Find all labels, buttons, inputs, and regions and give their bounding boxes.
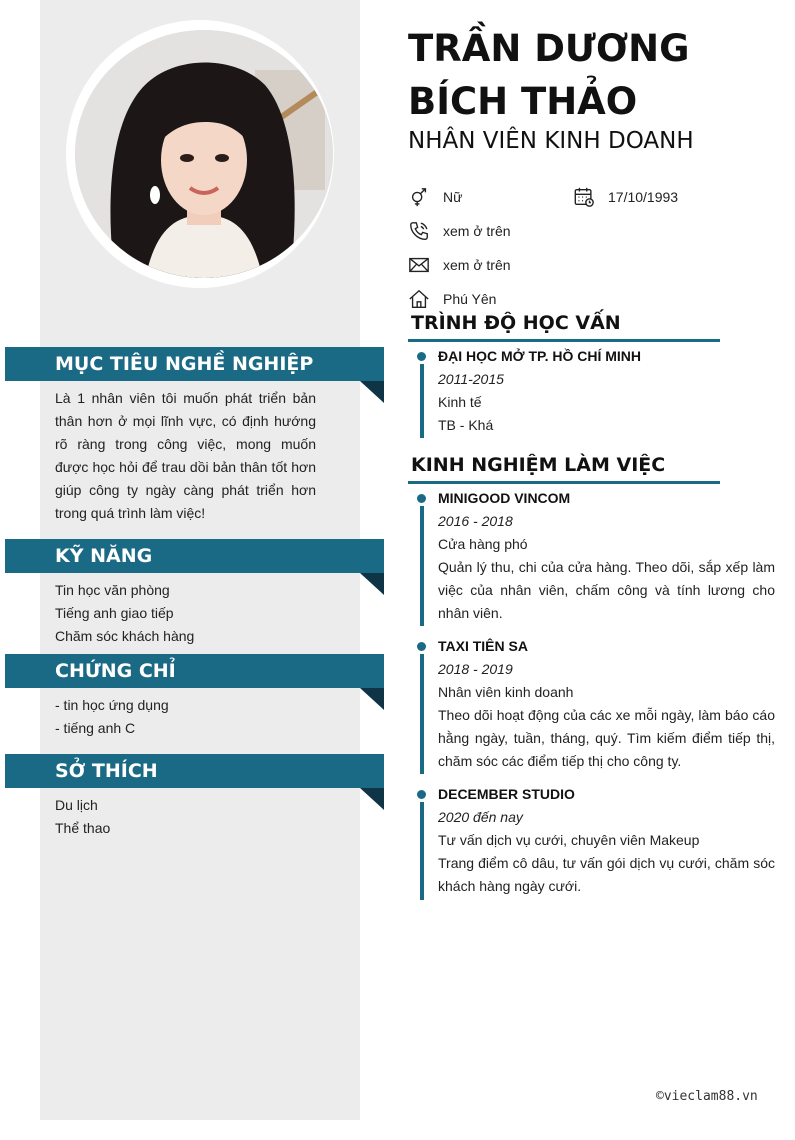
experience-entry bbox=[438, 635, 775, 773]
experience-timeline-line bbox=[420, 802, 424, 900]
experience-heading-rule bbox=[408, 481, 720, 484]
hobby-item: Du lịch bbox=[55, 797, 98, 813]
skills-heading-fold bbox=[360, 573, 384, 595]
experience-position: Nhân viên kinh doanh bbox=[438, 684, 574, 700]
education-entry bbox=[438, 345, 775, 437]
education-heading: TRÌNH ĐỘ HỌC VẤN bbox=[411, 312, 621, 334]
phone-value: xem ở trên bbox=[443, 223, 511, 239]
home-icon bbox=[408, 288, 430, 310]
company-name: DECEMBER STUDIO bbox=[438, 786, 575, 802]
skill-item: Tiếng anh giao tiếp bbox=[55, 605, 174, 621]
candidate-role: NHÂN VIÊN KINH DOANH bbox=[408, 128, 694, 154]
candidate-name: TRẦN DƯƠNG BÍCH THẢO bbox=[408, 27, 690, 123]
footer-credit: ©vieclam88.vn bbox=[656, 1089, 758, 1104]
certificate-item: - tiếng anh C bbox=[55, 720, 136, 736]
avatar bbox=[75, 30, 333, 278]
education-timeline-dot bbox=[417, 352, 426, 361]
education-timeline-line bbox=[420, 364, 424, 438]
experience-period: 2020 đến nay bbox=[438, 809, 523, 825]
email-info bbox=[408, 254, 511, 276]
education-major: Kinh tế bbox=[438, 394, 482, 410]
calendar-icon bbox=[573, 186, 595, 208]
experience-timeline-line bbox=[420, 654, 424, 774]
experience-entry bbox=[438, 783, 775, 898]
experience-description: Theo dõi hoạt động của các xe mỗi ngày, làm báo cáo hằng ngày, tuần, tháng, quý. Tìm kiếm điểm tiếp thị, chăm sóc các điểm tiếp thị cho công ty. bbox=[438, 707, 775, 769]
experience-description: Trang điểm cô dâu, tư vấn gói dịch vụ cưới, chăm sóc khách hàng ngày cưới. bbox=[438, 855, 775, 894]
company-name: MINIGOOD VINCOM bbox=[438, 490, 571, 506]
hobby-item: Thể thao bbox=[55, 820, 111, 836]
certificate-item: - tin học ứng dụng bbox=[55, 697, 169, 713]
gender-info bbox=[408, 186, 462, 208]
certificates-heading-fold bbox=[360, 688, 384, 710]
experience-period: 2018 - 2019 bbox=[438, 661, 513, 677]
objective-heading-fold bbox=[360, 381, 384, 403]
gender-icon bbox=[408, 186, 430, 208]
phone-icon bbox=[408, 220, 430, 242]
experience-timeline-dot bbox=[417, 494, 426, 503]
education-heading-rule bbox=[408, 339, 720, 342]
objective-heading: MỤC TIÊU NGHỀ NGHIỆP bbox=[5, 347, 384, 381]
certificates-heading: CHỨNG CHỈ bbox=[5, 654, 384, 688]
objective-text: Là 1 nhân viên tôi muốn phát triển bản thân hơn ở mọi lĩnh vực, có định hướng rõ ràng trong công việc, mong muốn được học hỏi để trau dồi bản thân tốt hơn giúp công ty ngày càng phát triển hơn trong quá trình làm việc! bbox=[55, 390, 316, 521]
certificates-list bbox=[55, 694, 316, 740]
education-grade: TB - Khá bbox=[438, 417, 494, 433]
education-period: 2011-2015 bbox=[438, 371, 504, 387]
experience-position: Cửa hàng phó bbox=[438, 536, 528, 552]
skill-item: Tin học văn phòng bbox=[55, 582, 170, 598]
skill-item: Chăm sóc khách hàng bbox=[55, 628, 195, 644]
company-name: TAXI TIÊN SA bbox=[438, 638, 528, 654]
skills-heading: KỸ NĂNG bbox=[5, 539, 384, 573]
hobbies-heading-fold bbox=[360, 788, 384, 810]
experience-timeline-dot bbox=[417, 642, 426, 651]
mail-icon bbox=[408, 254, 430, 276]
experience-position: Tư vấn dịch vụ cưới, chuyên viên Makeup bbox=[438, 832, 700, 848]
gender-value: Nữ bbox=[443, 189, 463, 205]
email-value: xem ở trên bbox=[443, 257, 511, 273]
birthdate-info bbox=[573, 186, 678, 208]
address-info bbox=[408, 288, 496, 310]
experience-period: 2016 - 2018 bbox=[438, 513, 513, 529]
experience-timeline-line bbox=[420, 506, 424, 626]
avatar-illustration bbox=[75, 30, 333, 278]
school-name: ĐẠI HỌC MỞ TP. HỒ CHÍ MINH bbox=[438, 348, 642, 364]
birthdate-value: 17/10/1993 bbox=[608, 189, 679, 205]
experience-timeline-dot bbox=[417, 790, 426, 799]
phone-info bbox=[408, 220, 511, 242]
hobbies-list bbox=[55, 794, 316, 840]
address-value: Phú Yên bbox=[443, 291, 497, 307]
experience-entry bbox=[438, 487, 775, 625]
skills-list bbox=[55, 579, 316, 648]
hobbies-heading: SỞ THÍCH bbox=[5, 754, 384, 788]
experience-heading: KINH NGHIỆM LÀM VIỆC bbox=[411, 454, 666, 476]
experience-description: Quản lý thu, chi của cửa hàng. Theo dõi, sắp xếp làm việc của nhân viên, chấm công và tính lương cho nhân viên. bbox=[438, 559, 775, 621]
